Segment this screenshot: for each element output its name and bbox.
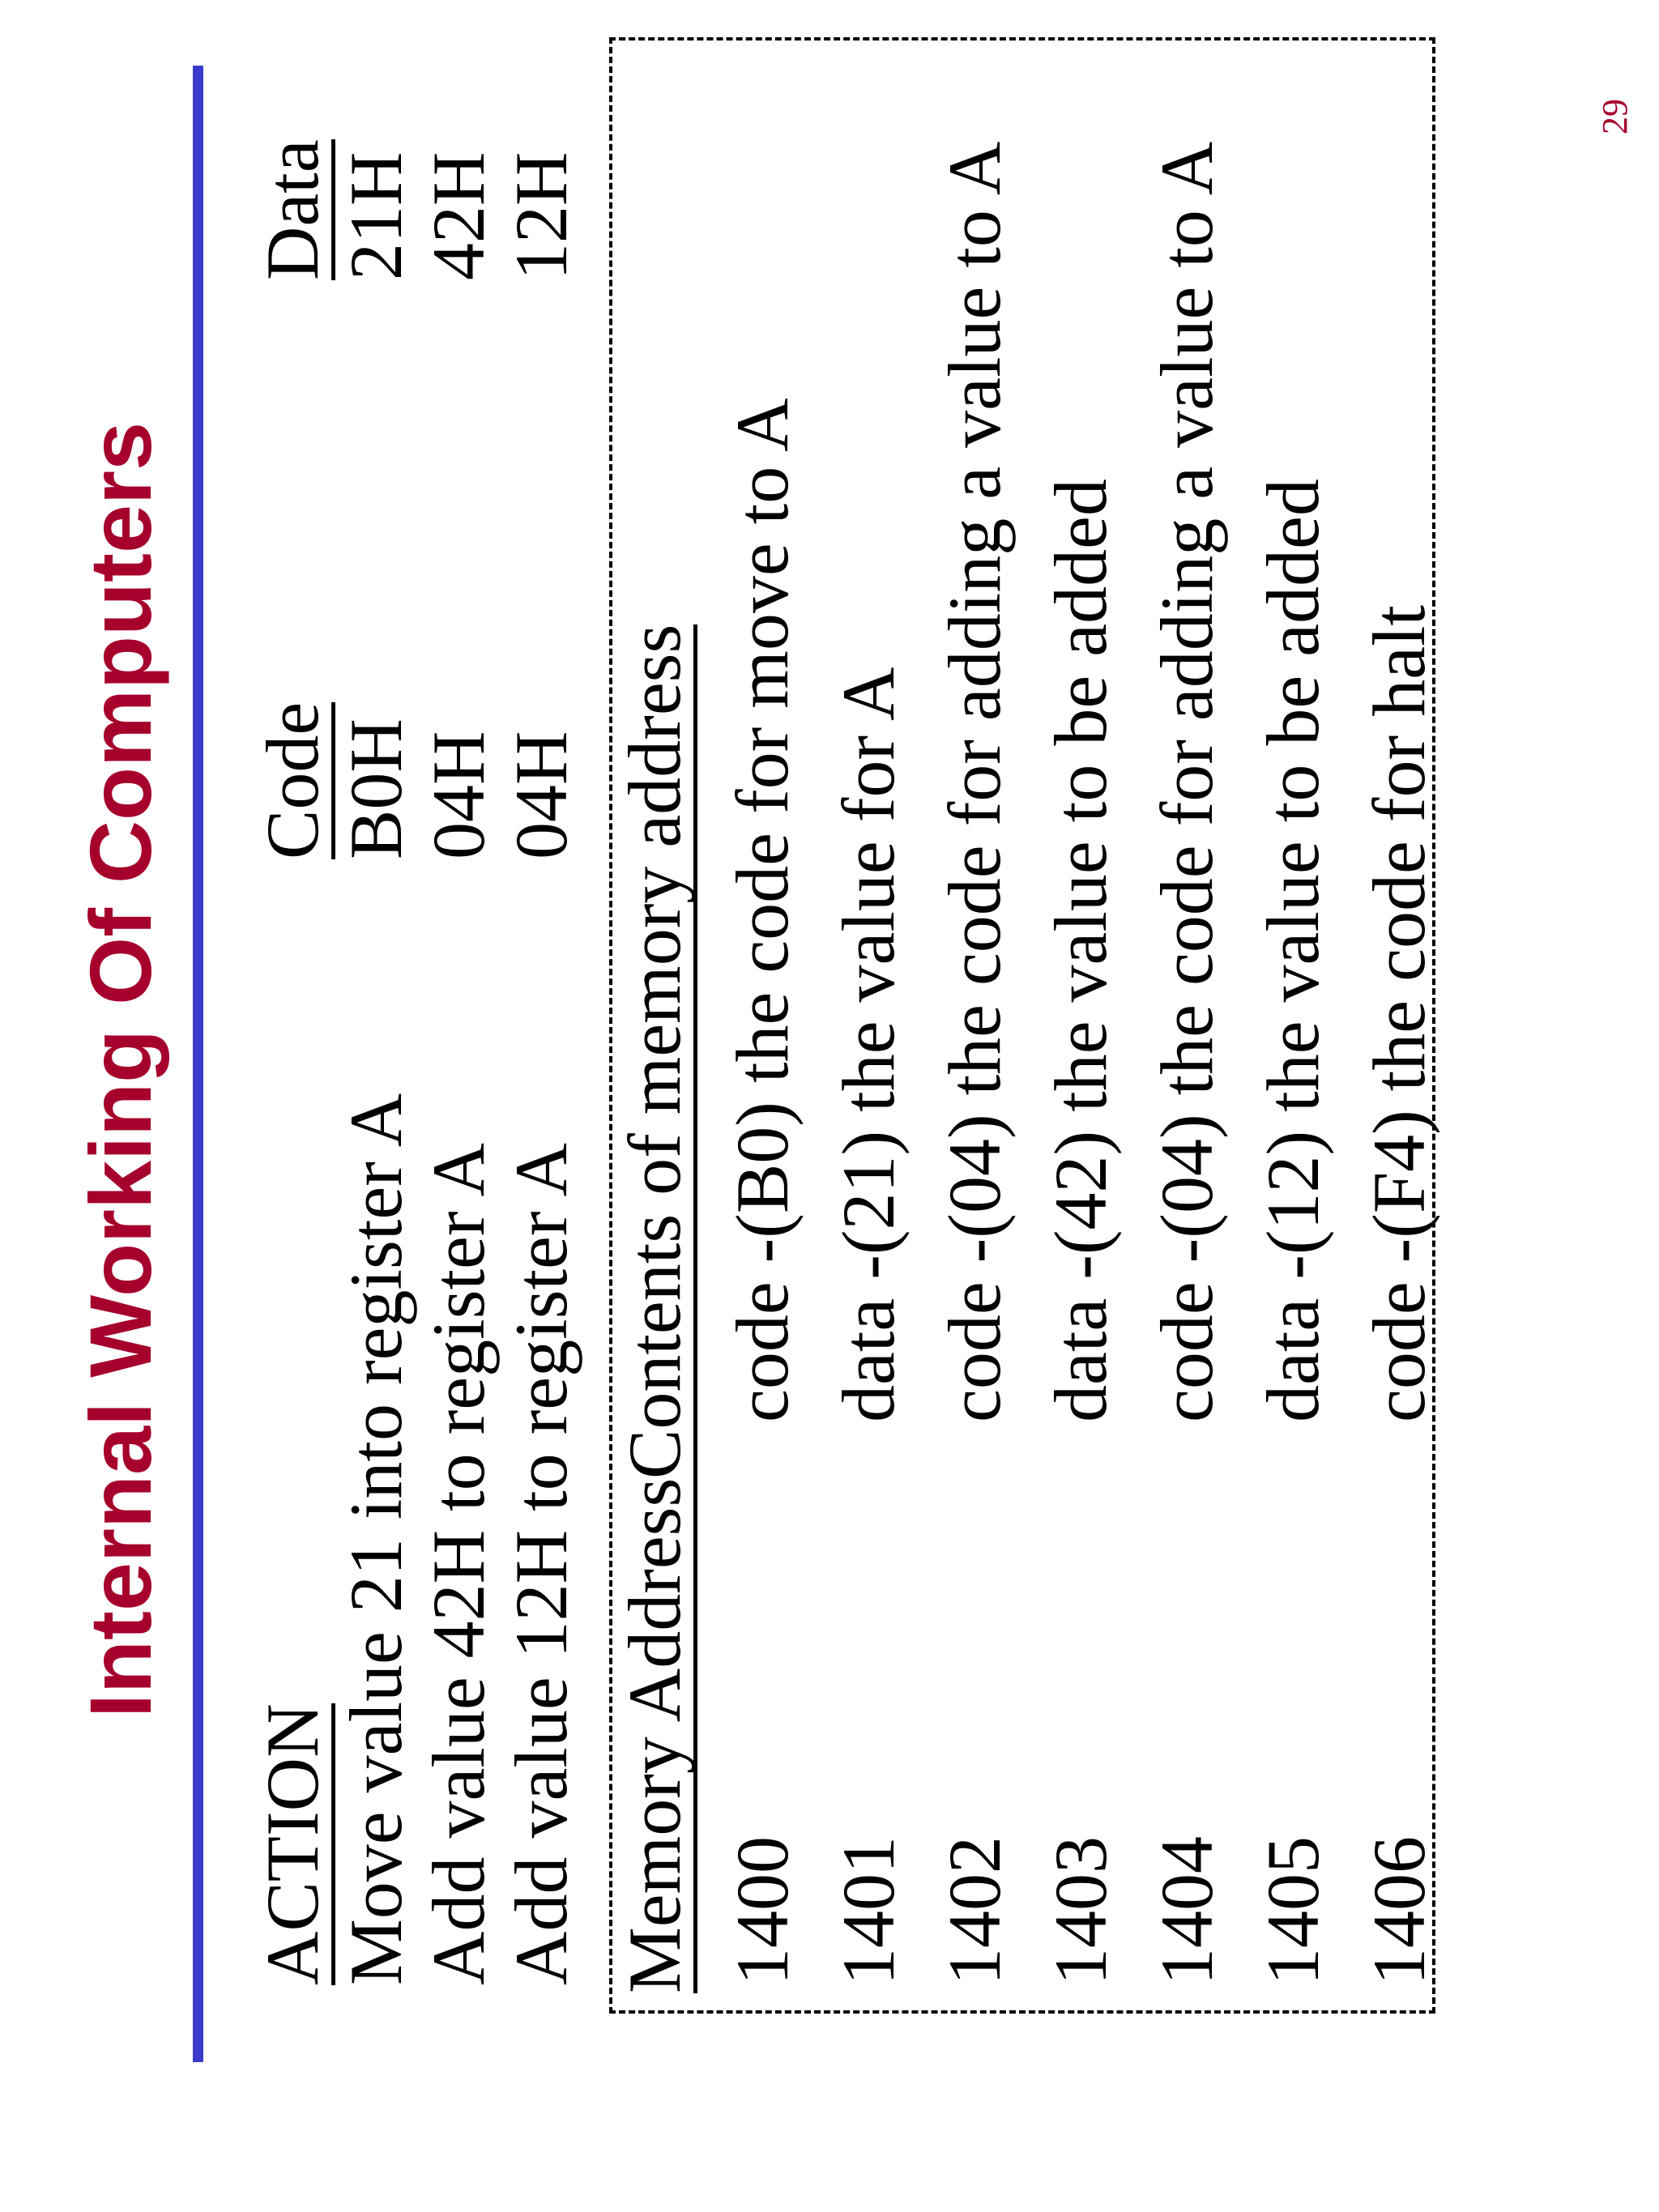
data-header: Data: [251, 139, 334, 280]
memory-row-address: 1405: [1252, 1836, 1334, 1985]
memory-address-header: Memory Address: [613, 1477, 696, 1993]
memory-row-contents: code -(04) the code for adding a value to A: [933, 141, 1016, 1422]
action-row-data: 21H: [335, 151, 417, 280]
memory-row-address: 1401: [827, 1836, 910, 1985]
action-row-data: 42H: [417, 151, 500, 280]
memory-row-address: 1400: [721, 1836, 804, 1985]
memory-row-contents: code -(B0) the code for move to A: [721, 398, 804, 1422]
memory-row-address: 1406: [1358, 1836, 1440, 1985]
page-title: Internal Working Of Computers: [71, 421, 169, 1718]
action-row-code: 04H: [500, 731, 582, 859]
memory-contents-header: Contents of memory address: [613, 624, 696, 1479]
action-header: ACTION: [251, 1703, 334, 1985]
action-row-code: B0H: [335, 718, 417, 859]
title-underline-rule: [193, 66, 203, 2062]
code-header: Code: [251, 701, 334, 859]
action-row-code: 04H: [417, 731, 500, 859]
memory-row-contents: data -(21) the value for A: [827, 667, 910, 1422]
memory-row-contents: code -(04) the code for adding a value to A: [1145, 141, 1228, 1422]
memory-row-contents: data -(12) the value to be added: [1252, 479, 1334, 1422]
action-row-action: Add value 12H to register A: [500, 1143, 582, 1985]
action-row-action: Move value 21 into register A: [335, 1093, 417, 1985]
page-number: 29: [1595, 99, 1635, 134]
memory-row-contents: data -(42) the value to be added: [1039, 479, 1122, 1422]
memory-row-contents: code -(F4) the code for halt: [1358, 604, 1440, 1422]
memory-row-address: 1404: [1145, 1836, 1228, 1985]
memory-row-address: 1403: [1039, 1836, 1122, 1985]
action-row-data: 12H: [500, 151, 582, 280]
memory-row-address: 1402: [933, 1836, 1016, 1985]
action-row-action: Add value 42H to register A: [417, 1143, 500, 1985]
